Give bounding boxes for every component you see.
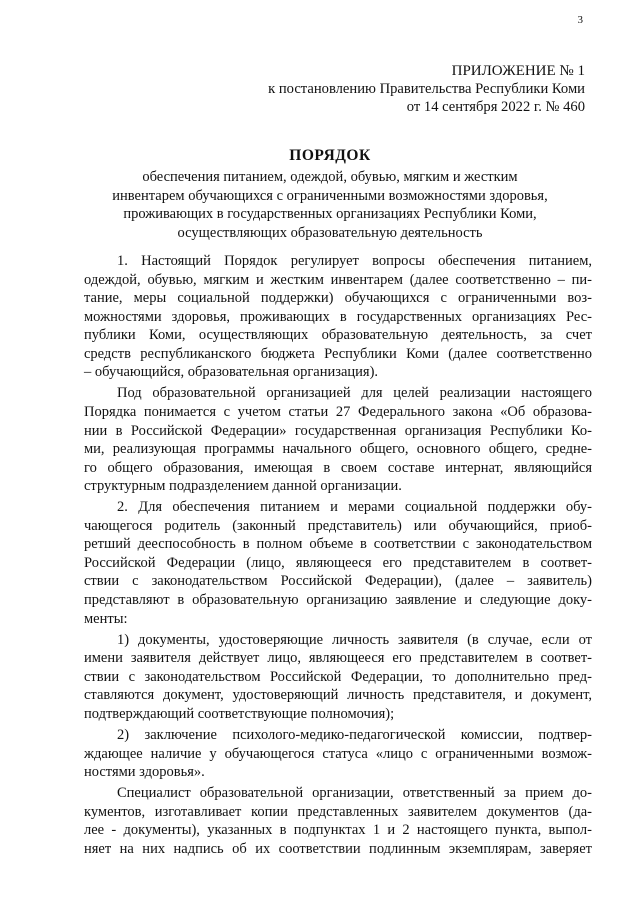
paragraph bbox=[84, 726, 592, 782]
paragraph-line: имени заявителя действует лицо, являющееся его представителем в соответ- bbox=[84, 650, 592, 667]
document-subtitle bbox=[70, 168, 590, 242]
paragraph-line: – обучающийся, образовательная организация). bbox=[84, 364, 379, 381]
appendix-title: ПРИЛОЖЕНИЕ № 1 bbox=[451, 63, 585, 79]
paragraph bbox=[84, 384, 592, 495]
paragraph-line: няет на них надпись об их соответствии подлинным экземплярам, заверяет bbox=[84, 840, 592, 857]
subtitle-line: инвентарем обучающихся с ограниченными возможностями здоровья, bbox=[112, 187, 548, 204]
paragraph bbox=[84, 784, 592, 858]
subtitle-line: проживающих в государственных организациях Республики Коми, bbox=[123, 206, 537, 223]
document-body bbox=[84, 252, 592, 861]
page-number: 3 bbox=[577, 14, 583, 26]
paragraph bbox=[84, 631, 592, 724]
subtitle-line: обеспечения питанием, одеждой, обувью, мягким и жестким bbox=[142, 169, 518, 185]
paragraph-line: ставляются документ, удостоверяющий личность представителя, и документ, bbox=[84, 687, 592, 704]
subtitle-line: осуществляющих образовательную деятельность bbox=[177, 224, 483, 241]
paragraph-line: структурным подразделением данной организации. bbox=[84, 478, 402, 495]
paragraph-line: тание, меры социальной поддержки) обучающихся с ограниченными воз- bbox=[84, 290, 592, 307]
appendix-date-line: от 14 сентября 2022 г. № 460 bbox=[406, 99, 585, 115]
paragraph-line: ждающее наличие у обучающегося статуса «лицо с ограниченными возмож- bbox=[84, 745, 592, 762]
paragraph-line: чающегося родитель (законный представитель) или обучающийся, приоб- bbox=[84, 517, 592, 534]
paragraph-line: можностями здоровья, проживающих в государственных организациях Рес- bbox=[84, 308, 592, 325]
paragraph-line: ностями здоровья». bbox=[84, 764, 205, 781]
paragraph-line: Специалист образовательной организации, ответственный за прием до- bbox=[117, 785, 592, 802]
paragraph-line: нии в Российской Федерации» государственная организация Республики Ко- bbox=[84, 422, 592, 439]
paragraph-line: Порядка понимается с учетом статьи 27 Федерального закона «Об образова- bbox=[84, 403, 592, 420]
paragraph bbox=[84, 252, 592, 382]
paragraph bbox=[84, 498, 592, 628]
paragraph-line: 1) документы, удостоверяющие личность заявителя (в случае, если от bbox=[117, 631, 592, 648]
paragraph-line: Российской Федерации (лицо, являющееся его представителем в соответ- bbox=[84, 554, 592, 571]
paragraph-line: ми, реализующая программы начального общего, основного общего, средне- bbox=[84, 441, 592, 458]
paragraph-line: ретший дееспособность в полном объеме в соответствии с законодательством bbox=[84, 536, 592, 553]
paragraph-line: го общего образования, имеющая в своем составе интернат, являющийся bbox=[84, 459, 592, 476]
paragraph-line: кументов, изготавливает копии представленных заявителем документов (да- bbox=[84, 803, 592, 820]
paragraph-line: публики Коми, осуществляющих образовательную деятельность, за счет bbox=[84, 327, 592, 344]
document-heading bbox=[70, 147, 590, 242]
paragraph-line: 2) заключение психолого-медико-педагогической комиссии, подтвер- bbox=[117, 727, 592, 744]
paragraph-line: ствии с законодательством Российской Федерации, то дополнительно пред- bbox=[84, 668, 592, 685]
paragraph-line: Под образовательной организацией для целей реализации настоящего bbox=[117, 385, 592, 402]
paragraph-line: 1. Настоящий Порядок регулирует вопросы обеспечения питанием, bbox=[117, 253, 592, 269]
appendix-resolution-line: к постановлению Правительства Республики Коми bbox=[268, 81, 585, 97]
document-title: ПОРЯДОК bbox=[289, 147, 371, 164]
appendix-block bbox=[268, 62, 585, 116]
paragraph-line: одеждой, обувью, мягким и жестким инвентарем (далее соответственно – пи- bbox=[84, 271, 592, 288]
paragraph-line: ствии с законодательством Российской Федерации), (далее – заявитель) bbox=[84, 573, 592, 590]
paragraph-line: менты: bbox=[84, 610, 128, 627]
paragraph-line: 2. Для обеспечения питанием и мерами социальной поддержки обу- bbox=[117, 499, 592, 516]
paragraph-line: представляют в образовательную организацию заявление и следующие доку- bbox=[84, 592, 592, 609]
paragraph-line: лее - документы), указанных в подпунктах 1 и 2 настоящего пункта, выпол- bbox=[84, 822, 592, 839]
paragraph-line: подтверждающий соответствующие полномочия); bbox=[84, 705, 395, 722]
paragraph-line: средств республиканского бюджета Республики Коми (далее соответственно bbox=[84, 345, 592, 362]
